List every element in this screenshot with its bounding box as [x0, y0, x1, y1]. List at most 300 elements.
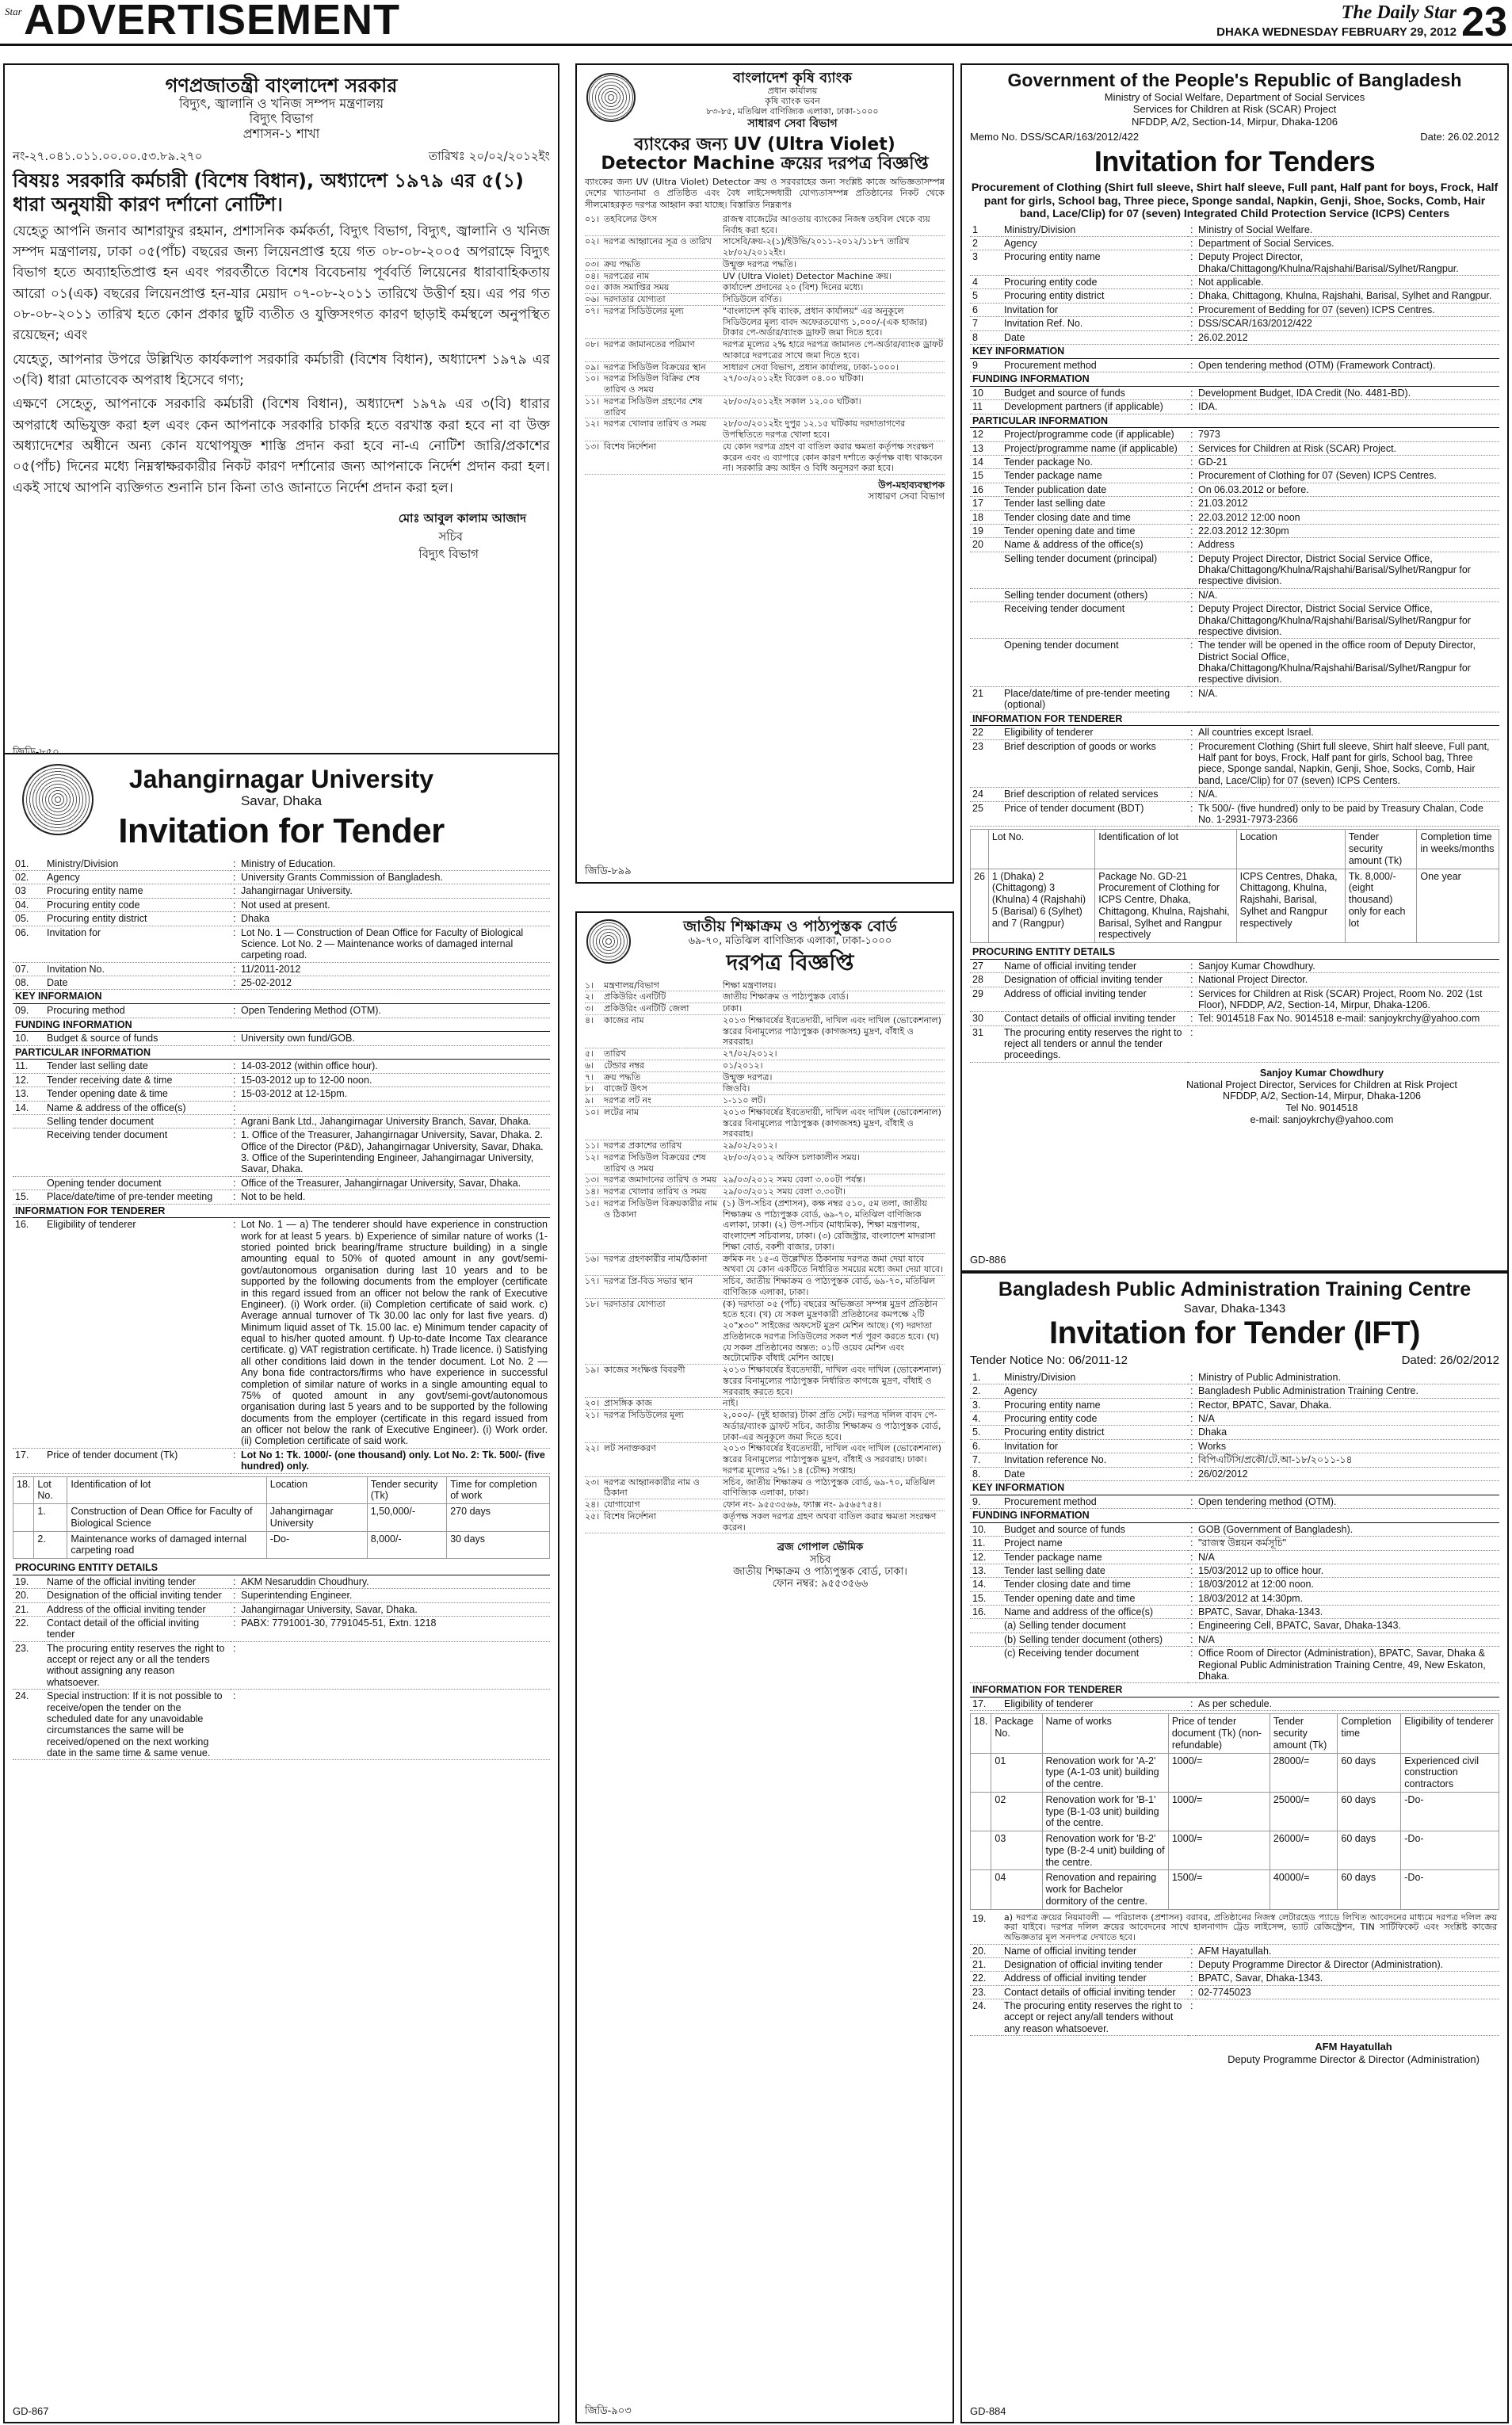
row-number: 5: [970, 289, 1002, 303]
row-value: রাজস্ব বাজেটের আওতায় ব্যাংকের নিজস্ব তহবিল থেকে ব্যয় নির্বাহ করা হবে।: [723, 213, 930, 235]
table-row: 31 The procuring entity reserves the right to reject all tenders or annul the tender proceedings. :: [970, 1025, 1499, 1062]
column-header: Price of tender document (Tk) (non-refundable): [1168, 1714, 1270, 1753]
column-header: Package No.: [991, 1714, 1042, 1753]
row-number: 20.: [13, 1589, 44, 1602]
row-number: 22.: [13, 1616, 44, 1641]
row-number: 15: [970, 469, 1002, 483]
row-number: ২০।: [585, 1398, 600, 1409]
row-number: ১৪।: [585, 1186, 600, 1197]
info-table-eligibility: [970, 1698, 1499, 1711]
row-number: 14: [970, 456, 1002, 469]
row-label: দরপত্র প্রকাশের তারিখ: [604, 1140, 682, 1151]
column-header: Location: [1236, 830, 1345, 869]
row-number: 13: [970, 441, 1002, 455]
row-label: The procuring entity reserves the right to accept or reject any/all tenders without any reason whatsoever.: [1002, 1999, 1188, 2036]
row-number: 11: [970, 400, 1002, 414]
row-label: Selling tender document: [44, 1114, 231, 1128]
row-number: 19.: [13, 1575, 44, 1589]
row-number: 16.: [970, 1606, 1002, 1619]
row-number: 06.: [13, 926, 44, 962]
ad-heading: Government of the People's Republic of Bangladesh: [1007, 70, 1462, 90]
row-value: All countries except Israel.: [1196, 726, 1499, 739]
section-key-info: KEY INFORMAION: [13, 990, 550, 1004]
row-label: Ministry/Division: [1002, 223, 1188, 237]
row-number: [970, 588, 1002, 601]
row-label: Tender opening date & time: [44, 1087, 231, 1101]
row-value: N/A: [1196, 1412, 1499, 1426]
row-value: The tender will be opened in the office room of Deputy Director, District Social Office, Dhaka/Chittagong/Khulna/Rajshahi/Barisal/Sylhet/Rangpur for respective division.: [1196, 639, 1499, 687]
row-label: Tender receiving date & time: [44, 1073, 231, 1086]
page-title: ADVERTISEMENT: [24, 0, 401, 44]
row-value: Services for Children at Risk (SCAR) Project.: [1196, 441, 1499, 455]
row-number: 16.: [13, 1218, 44, 1448]
ad-nctb-tender: [575, 911, 954, 2423]
table-cell: Construction of Dean Office for Faculty of Biological Science: [67, 1504, 266, 1532]
row-number: ০৫।: [585, 282, 600, 293]
table-row: 12. Tender package name : N/A: [970, 1550, 1499, 1564]
table-row: [585, 271, 945, 283]
row-value: AFM Hayatullah.: [1196, 1945, 1499, 1958]
row-number: ২।: [585, 991, 594, 1002]
row-number: 13.: [970, 1564, 1002, 1577]
row-number: 09.: [13, 1004, 44, 1018]
notice-line: [970, 1354, 1499, 1368]
table-row: [585, 1095, 945, 1107]
row-value: Lot No. 1 — Construction of Dean Office for Faculty of Biological Science. Lot No. 2 — Maintenance works of damaged internal carpeting road.: [239, 926, 550, 962]
table-row: 21 Place/date/time of pre-tender meeting (optional) : N/A.: [970, 686, 1499, 712]
row-label: তারিখ: [604, 1048, 626, 1060]
procedure-table: [970, 1912, 1499, 1945]
row-label: দরপত্র সিডিউলের মূল্য: [604, 305, 684, 316]
table-row: 13. Tender last selling date : 15/03/2012 up to office hour.: [970, 1564, 1499, 1577]
ad-heading: জাতীয় শিক্ষাক্রম ও পাঠ্যপুস্তক বোর্ড: [683, 918, 897, 935]
row-label: দরপত্র আহ্বানকারীর নাম ও ঠিকানা: [604, 1476, 700, 1499]
row-value: 25-02-2012: [239, 976, 550, 990]
row-number: ১০।: [585, 373, 600, 384]
row-value: (১) উপ-সচিব (প্রশাসন), কক্ষ নম্বর ৫১০, ৫ম তলা, জাতীয় শিক্ষাক্রম ও পাঠ্যপুস্তক বোর্ড, ৬৯-৭০, মতিঝিল বাণিজ্যিক এলাকা, ঢাকা। (২) উপ-সচিব (মাধ্যমিক), শিক্ষা মন্ত্রণালয়, বাংলাদেশ সচিবালয়, ঢাকা। (৩) রেজিস্ট্রার, বাংলাদেশ মাদরাসা শিক্ষা বোর্ড, বকশী বাজার, ঢাকা।: [723, 1197, 936, 1252]
row-value: Procurement Clothing (Shirt full sleeve, Shirt half sleeve, Full pant, Half pant for boys, Frock, Half pant for girls, School bag, Three piece, Sponge sandal, Napkin, Genji, Shoe, Socks, Comb, Hair band, Lace/Clip) for 07 (seven) ICPS Centers.: [1196, 739, 1499, 788]
info-table-particular: [970, 428, 1499, 712]
table-cell: [13, 1531, 34, 1559]
row-number: ৯।: [585, 1095, 594, 1106]
row-label: Tender opening date and time: [1002, 524, 1188, 537]
row-value: 26/02/2012: [1196, 1467, 1499, 1480]
row-number: ১৬।: [585, 1253, 600, 1264]
row-label: Tender closing date and time: [1002, 510, 1188, 524]
row-value: দরপত্র মূল্যের ২% হারে দরপত্র জামানত পে-অর্ডার/ব্যাংক ড্রাফট আকারে দরপত্রের সাথে জমা দিতে হবে।: [723, 339, 944, 361]
row-number: ১৫।: [585, 1197, 600, 1209]
table-cell: 26000/=: [1270, 1831, 1338, 1870]
row-label: Tender last selling date: [1002, 1564, 1188, 1577]
row-value: Department of Social Services.: [1196, 236, 1499, 250]
row-number: 07.: [13, 962, 44, 976]
row-label: Tender publication date: [1002, 483, 1188, 496]
signatory-department: বিদ্যুৎ বিভাগ: [418, 547, 479, 562]
row-value: Office of the Treasurer, Jahangirnagar University, Savar, Dhaka.: [239, 1176, 550, 1190]
lot-table: [13, 1476, 550, 1560]
row-number: ১০।: [585, 1106, 600, 1117]
row-number: 9: [970, 359, 1002, 372]
row-value: উন্মুক্ত দরপত্র পদ্ধতি।: [723, 258, 796, 269]
table-row: 05. Procuring entity district : Dhaka: [13, 912, 550, 926]
row-label: দরপত্র সিডিউল বিক্রয়ের শেষ তারিখ ও সময়: [604, 1151, 706, 1174]
section-tenderer: INFORMATION FOR TENDERER: [13, 1205, 550, 1219]
row-number: ০১।: [585, 213, 600, 224]
tender-title: Invitation for Tender: [118, 812, 445, 851]
row-value: Tk 500/- (five hundred) only to be paid by Treasury Chalan, Code No. 1-2931-7973-2366: [1196, 801, 1499, 827]
row-number: [970, 1619, 1002, 1633]
ad-heading: গণপ্রজাতন্ত্রী বাংলাদেশ সরকার: [165, 74, 398, 97]
table-row: [585, 418, 945, 441]
row-value: ১-১১০ লট।: [723, 1095, 766, 1106]
row-value: 22.03.2012 12:30pm: [1196, 524, 1499, 537]
row-value: Deputy Project Director, District Social Service Office, Dhaka/Chittagong/Khulna/Rajshahi/Barisal/Sylhet/Rangpur for respective division.: [1196, 602, 1499, 639]
column-header: Tender security amount (Tk): [1270, 1714, 1338, 1753]
row-label: দরপত্র প্রি-বিড সভার স্থান: [604, 1276, 693, 1287]
table-row: 15. Place/date/time of pre-tender meeting : Not to be held.: [13, 1190, 550, 1204]
row-label: দরপত্র সিডিউল গ্রহণের শেষ তারিখ: [604, 395, 703, 418]
table-header-row: [13, 1476, 550, 1504]
row-number: [970, 552, 1002, 588]
row-value: সাসেবি/ক্রয়-২(১)/ইউভি/২০১১-২০১২/১১৮৭ তারিখ ২৮/০২/২০১২ইং।: [723, 236, 910, 258]
table-row: 04. Procuring entity code : Not used at present.: [13, 898, 550, 911]
row-label: (c) Receiving tender document: [1002, 1647, 1188, 1683]
row-label: প্রকিউরিং এনটিটি: [604, 991, 666, 1002]
table-row: 10 Budget and source of funds : Development Budget, IDA Credit (No. 4481-BD).: [970, 387, 1499, 400]
row-label: Brief description of goods or works: [1002, 739, 1188, 788]
table-row: [585, 236, 945, 259]
row-label: Procuring entity name: [44, 884, 231, 898]
masthead-star-logo: Star: [5, 6, 22, 17]
row-number: 24.: [13, 1690, 44, 1760]
row-number: 23.: [970, 1985, 1002, 1999]
signature-block: [1144, 1067, 1499, 1126]
row-number: ১৮।: [585, 1298, 600, 1309]
row-label: Name of official inviting tender: [1002, 1945, 1188, 1958]
ad-krishi-bank-tender: [575, 63, 954, 884]
row-label: Development partners (if applicable): [1002, 400, 1188, 414]
table-cell: Maintenance works of damaged internal carpeting road: [67, 1531, 266, 1559]
notice-subject: বিষয়ঃ সরকারি কর্মচারী (বিশেষ বিধান), অধ্যাদেশ ১৯৭৯ এর ৫(১) ধারা অনুযায়ী কারণ দর্শানো নোটিশ।: [13, 169, 524, 216]
row-label: Address of the official inviting tender: [44, 1602, 231, 1616]
signatory-name: Sanjoy Kumar Chowdhury: [1259, 1067, 1384, 1079]
table-row: [971, 1870, 1499, 1909]
division-line: বিদ্যুৎ বিভাগ: [249, 111, 314, 127]
row-number: [13, 1114, 44, 1128]
row-number: [970, 639, 1002, 687]
row-value: 26.02.2012: [1196, 330, 1499, 344]
row-value: [1196, 1999, 1499, 2036]
table-row: 12. Tender receiving date & time : 15-03-2012 up to 12-00 noon.: [13, 1073, 550, 1086]
table-row: [585, 1186, 945, 1198]
row-label: Agency: [44, 871, 231, 884]
row-value: Ministry of Education.: [239, 857, 550, 871]
address-line: Savar, Dhaka-1343: [1183, 1301, 1286, 1316]
row-label: ক্রয় পদ্ধতি: [604, 258, 641, 269]
table-row: [971, 1792, 1499, 1831]
table-row: 08. Date : 25-02-2012: [13, 976, 550, 990]
table-row: Selling tender document (others) : N/A.: [970, 588, 1499, 601]
project-line: Services for Children at Risk (SCAR) Project: [1132, 103, 1337, 116]
row-label: Budget & source of funds: [44, 1032, 231, 1045]
row-value: PABX: 7791001-30, 7791045-51, Extn. 1218: [239, 1616, 550, 1641]
row-number: ১২।: [585, 1151, 600, 1163]
table-row: 1. Ministry/Division : Ministry of Public Administration.: [970, 1371, 1499, 1384]
row-number: ০২।: [585, 236, 600, 247]
row-number: 1.: [970, 1371, 1002, 1384]
column-header: Eligibility of tenderer: [1401, 1714, 1499, 1753]
table-row: Selling tender document : Agrani Bank Ltd., Jahangirnagar University Branch, Savar, Dhaka.: [13, 1114, 550, 1128]
row-value: 11/2011-2012: [239, 962, 550, 976]
row-value: 15/03/2012 up to office hour.: [1196, 1564, 1499, 1577]
row-label: Budget and source of funds: [1002, 387, 1188, 400]
table-row: [585, 259, 945, 271]
table-row: 14. Name & address of the office(s) :: [13, 1101, 550, 1114]
row-number: 16: [970, 483, 1002, 496]
table-cell: -Do-: [1401, 1831, 1499, 1870]
section-entity: PROCURING ENTITY DETAILS: [970, 945, 1499, 960]
row-number: [13, 1176, 44, 1190]
row-number: ৫।: [585, 1048, 594, 1060]
row-value: DSS/SCAR/163/2012/422: [1196, 317, 1499, 330]
row-label: প্রাসঙ্গিক কাজ: [604, 1398, 653, 1409]
row-number: 23: [970, 739, 1002, 788]
row-value: বিপিএটিসি/প্রকৌ/টে.আ-১৮/২০১১-১৪: [1196, 1453, 1499, 1467]
table-row: [585, 282, 945, 294]
column-header: Name of works: [1042, 1714, 1168, 1753]
table-row: Receiving tender document : Deputy Project Director, District Social Service Office, Dhaka/Chittagong/Khulna/Rajshahi/Barisal/Sylhet/Rangpur for respective division.: [970, 602, 1499, 639]
row-label: Procuring entity code: [1002, 1412, 1188, 1426]
tender-title-line-1: ব্যাংকের জন্য UV (Ultra Violet): [634, 134, 895, 155]
row-value: ফোন নং- ৯৫৫৩৫৬৬, ফ্যাক্স নং- ৯৫৬৫৭৫৪।: [723, 1499, 882, 1510]
row-value: 22.03.2012 12:00 noon: [1196, 510, 1499, 524]
row-value: 21.03.2012: [1196, 497, 1499, 510]
table-row: [585, 1083, 945, 1095]
ad-heading: Bangladesh Public Administration Training Centre: [998, 1278, 1472, 1300]
table-cell: 1,50,000/-: [367, 1504, 447, 1532]
row-value: নাই।: [723, 1398, 739, 1409]
krishi-info-table: [585, 214, 945, 475]
table-cell: [971, 1870, 991, 1909]
row-number: 1: [970, 223, 1002, 237]
table-row: 13 Project/programme name (if applicable) : Services for Children at Risk (SCAR) Project.: [970, 441, 1499, 455]
row-number: 12.: [13, 1073, 44, 1086]
row-number: 13.: [13, 1087, 44, 1101]
table-cell: Renovation work for 'A-2' type (A-1-03 unit) building of the centre.: [1042, 1753, 1168, 1792]
row-number: 4: [970, 276, 1002, 289]
row-value: University Grants Commission of Bangladesh.: [239, 871, 550, 884]
table-row: 19 Tender opening date and time : 22.03.2012 12:30pm: [970, 524, 1499, 537]
table-cell: Experienced civil construction contractors: [1401, 1753, 1499, 1792]
signatory-title: National Project Director, Services for Children at Risk Project: [1186, 1079, 1457, 1090]
row-value: Jahangirnagar University.: [239, 884, 550, 898]
table-row: 12 Project/programme code (if applicable) : 7973: [970, 428, 1499, 441]
table-cell: 1000/=: [1168, 1792, 1270, 1831]
row-value: ২০১৩ শিক্ষাবর্ষের ইবতেদায়ী, দাখিল এবং দাখিল (ভোকেশনাল) স্তরের বিনামূল্যের পাঠ্যপুস্তক (কাগজসহ) মুদ্রণ, বাঁধাই ও সরবরাহ।: [723, 1106, 941, 1140]
column-header: Completion time in weeks/months: [1417, 830, 1499, 869]
row-value: ২৮/০৩/২০১২ইং সকাল ১২.০০ ঘটিকা।: [723, 395, 861, 407]
table-cell: 2.: [34, 1531, 67, 1559]
row-value: [239, 1641, 550, 1690]
row-label: The procuring entity reserves the right to accept or reject any or all the tenders without assigning any reason whatsoever.: [44, 1641, 231, 1690]
row-value: BPATC, Savar, Dhaka-1343.: [1196, 1972, 1499, 1985]
row-number: 19.: [970, 1912, 1002, 1944]
table-row: Selling tender document (principal) : Deputy Project Director, District Social Service Office, Dhaka/Chittagong/Khulna/Rajshahi/Barisal/Sylhet/Rangpur for respective division.: [970, 552, 1499, 588]
ad-heading: Jahangirnagar University: [128, 765, 434, 793]
row-label: Contact details of official inviting tender: [1002, 1012, 1188, 1025]
signatory-title: সচিব: [438, 529, 463, 544]
section-funding: FUNDING INFORMATION: [13, 1018, 550, 1033]
table-row: 17. Eligibility of tenderer : As per schedule.: [970, 1698, 1499, 1711]
table-row: 17. Price of tender document (Tk) : Lot No 1: Tk. 1000/- (one thousand) only. Lot No. 2: Tk. 500/- (five hundred) only.: [13, 1448, 550, 1473]
row-label: Procuring entity code: [44, 898, 231, 911]
row-number: ০৮।: [585, 339, 600, 350]
row-value: 15-03-2012 up to 12-00 noon.: [239, 1073, 550, 1086]
signatory-department: সাধারণ সেবা বিভাগ: [868, 491, 945, 502]
row-value: ২৭/০২/২০১২।: [723, 1048, 777, 1060]
row-number: 31: [970, 1025, 1002, 1062]
row-number: 15.: [13, 1190, 44, 1204]
row-number: ২১।: [585, 1410, 600, 1421]
table-row: [970, 1912, 1499, 1944]
row-value: N/A.: [1196, 788, 1499, 801]
table-row: [585, 373, 945, 396]
row-number: 22.: [970, 1972, 1002, 1985]
table-cell: [13, 1504, 34, 1532]
row-label: Tender last selling date: [44, 1060, 231, 1073]
table-row: 3 Procuring entity name : Deputy Project Director, Dhaka/Chittagong/Khulna/Rajshahi/Barisal/Sylhet/Rangpur.: [970, 250, 1499, 276]
office-line: প্রধান কার্যালয়: [767, 86, 818, 97]
nctb-info-table: [585, 980, 945, 1534]
section-entity: PROCURING ENTITY DETAILS: [13, 1561, 550, 1575]
table-row: [585, 294, 945, 306]
table-row: [585, 1152, 945, 1175]
table-cell: -Do-: [1401, 1870, 1499, 1909]
tender-title: দরপত্র বিজ্ঞপ্তি: [726, 949, 854, 976]
table-row: [585, 1499, 945, 1511]
row-value: [239, 1690, 550, 1760]
row-value: জিওবি।: [723, 1083, 750, 1094]
row-label: বিশেষ নির্দেশনা: [604, 441, 656, 452]
table-cell: Tk. 8,000/- (eight thousand) only for each lot: [1345, 869, 1417, 943]
row-value: Tel: 9014518 Fax No. 9014518 e-mail: sanjoykrchy@yahoo.com: [1196, 1012, 1499, 1025]
row-value: জাতীয় শিক্ষাক্রম ও পাঠ্যপুস্তক বোর্ড।: [723, 991, 849, 1002]
table-row: [585, 1015, 945, 1048]
table-row: [585, 396, 945, 419]
branch-line: প্রশাসন-১ শাখা: [242, 126, 320, 142]
row-value: Dhaka, Chittagong, Khulna, Rajshahi, Barisal, Sylhet and Rangpur.: [1196, 289, 1499, 303]
table-row: [585, 1060, 945, 1072]
row-value: 14-03-2012 (within office hour).: [239, 1060, 550, 1073]
table-header-row: [971, 1714, 1499, 1753]
table-row: 20. Designation of the official inviting tender : Superintending Engineer.: [13, 1589, 550, 1602]
row-number: [970, 1647, 1002, 1683]
table-row: 02. Agency : University Grants Commission of Bangladesh.: [13, 871, 550, 884]
row-label: Contact detail of the official inviting tender: [44, 1616, 231, 1641]
row-number: ৭।: [585, 1071, 594, 1083]
row-value: ২৯/০৩/২০১২ সময় বেলা ৩.০০টা পর্যন্ত।: [723, 1174, 865, 1186]
ad-govt-show-cause-notice: [3, 63, 559, 765]
row-value: Office Room of Director (Administration), BPATC, Savar, Dhaka & Regional Public Administration Training Centre, 49, New Eskaton, Dhaka.: [1196, 1647, 1499, 1683]
row-number: ২২।: [585, 1443, 600, 1454]
table-row: 3. Procuring entity name : Rector, BPATC, Savar, Dhaka.: [970, 1398, 1499, 1411]
table-cell: [971, 1792, 991, 1831]
table-row: [585, 1398, 945, 1410]
row-number: 6: [970, 303, 1002, 316]
table-row: 23. The procuring entity reserves the right to accept or reject any or all the tenders without assigning any reason whatsoever. :: [13, 1641, 550, 1690]
table-row: 11 Development partners (if applicable) : IDA.: [970, 400, 1499, 414]
row-value: সচিব, জাতীয় শিক্ষাক্রম ও পাঠ্যপুস্তক বোর্ড, ৬৯-৭০, মতিঝিল বাণিজ্যিক এলাকা, ঢাকা।: [723, 1276, 935, 1297]
row-label: Tender package No.: [1002, 456, 1188, 469]
memo-date: তারিখঃ ২০/০২/২০১২ইং: [428, 148, 550, 163]
row-value: [1196, 1025, 1499, 1062]
table-cell: 270 days: [447, 1504, 550, 1532]
signature-block: [13, 510, 526, 563]
row-value: ২৮/০৩/২০১২ইং দুপুর ১২.১৫ ঘটিকায় দরদাতাগণের উপস্থিতিতে দরপত্র খোলা হবে।: [723, 418, 906, 441]
row-value: ২০১৩ শিক্ষাবর্ষের ইবতেদায়ী, দাখিল এবং দাখিল (ভোকেশনাল) স্তরের বিনামূল্যের পাঠ্যপুস্তক নির্ধারিত কাগজে মুদ্রণ, বাঁধাই ও সরবরাহ করতে হবে।: [723, 1365, 941, 1397]
table-row: 4. Procuring entity code : N/A: [970, 1412, 1499, 1426]
memo-number: নং-২৭.০৪১.০১১.০০.০০.৫৩.৮৯.২৭০: [13, 148, 203, 163]
table-row: 28 Designation of official inviting tender : National Project Director.: [970, 973, 1499, 987]
signatory-email: e-mail: sanjoykrchy@yahoo.com: [1250, 1113, 1394, 1125]
row-label: The procuring entity reserves the right to reject all tenders or annul the tender proceedings.: [1002, 1025, 1188, 1062]
row-label: টেন্ডার নম্বর: [604, 1060, 645, 1071]
row-label: Invitation reference No.: [1002, 1453, 1188, 1467]
table-row: [585, 441, 945, 475]
row-value: AKM Nesaruddin Choudhury.: [239, 1575, 550, 1589]
row-number: 30: [970, 1012, 1002, 1025]
row-label: Designation of the official inviting tender: [44, 1589, 231, 1602]
table-row: 7 Invitation Ref. No. : DSS/SCAR/163/2012/422: [970, 317, 1499, 330]
table-row: [585, 1299, 945, 1365]
row-label: Place/date/time of pre-tender meeting (optional): [1002, 686, 1188, 712]
row-label: দরপত্রের নাম: [604, 270, 650, 281]
table-row: [971, 1831, 1499, 1870]
row-label: Invitation for: [1002, 303, 1188, 316]
signatory-name: মোঃ আবুল কালাম আজাদ: [398, 511, 526, 526]
row-value: Procurement of Clothing for 07 (Seven) ICPS Centres.: [1196, 469, 1499, 483]
signatory-title: সচিব: [809, 1553, 831, 1566]
table-row: 16 Tender publication date : On 06.03.2012 or before.: [970, 483, 1499, 496]
signatory-phone: ফোন নম্বর: ৯৫৫৩৫৬৬: [772, 1578, 869, 1591]
row-label: দরপত্র আহ্বানের সূত্র ও তারিখ: [604, 236, 712, 247]
info-table-funding: [970, 387, 1499, 414]
table-cell: Renovation work for 'B-2' type (B-2-4 unit) building of the centre.: [1042, 1831, 1168, 1870]
row-number: 7: [970, 317, 1002, 330]
table-row: 2. Agency : Bangladesh Public Administration Training Centre.: [970, 1384, 1499, 1398]
row-label: প্রকিউরিং এনটিটি জেলা: [604, 1003, 689, 1014]
row-value: Open tendering method (OTM) (Framework Contract).: [1196, 359, 1499, 372]
row-label: Invitation for: [1002, 1439, 1188, 1453]
table-cell: 8,000/-: [367, 1531, 447, 1559]
row-label: Project name: [1002, 1537, 1188, 1550]
address-line: Savar, Dhaka: [240, 793, 323, 809]
row-value: Development Budget, IDA Credit (No. 4481-BD).: [1196, 387, 1499, 400]
column-header: Identification of lot: [67, 1476, 266, 1504]
row-value: Procurement of Bedding for 07 (seven) ICPS Centres.: [1196, 303, 1499, 316]
row-label: Date: [44, 976, 231, 990]
table-cell: 1000/=: [1168, 1753, 1270, 1792]
row-label: Selling tender document (others): [1002, 588, 1188, 601]
table-row: [585, 1254, 945, 1277]
row-label: Project/programme code (if applicable): [1002, 428, 1188, 441]
row-value: Not to be held.: [239, 1190, 550, 1204]
row-value: সিডিউলে বর্ণিত।: [723, 294, 782, 305]
table-cell: Renovation work for 'B-1' type (B-1-03 unit) building of the centre.: [1042, 1792, 1168, 1831]
row-label: Date: [1002, 1467, 1188, 1480]
table-row: 24. Special instruction: If it is not possible to receive/open the tender on the scheduled date for any unavoidable circumstances the same will be received/opened on the next working date in the same time & same venue. :: [13, 1690, 550, 1760]
table-cell: 03: [991, 1831, 1042, 1870]
